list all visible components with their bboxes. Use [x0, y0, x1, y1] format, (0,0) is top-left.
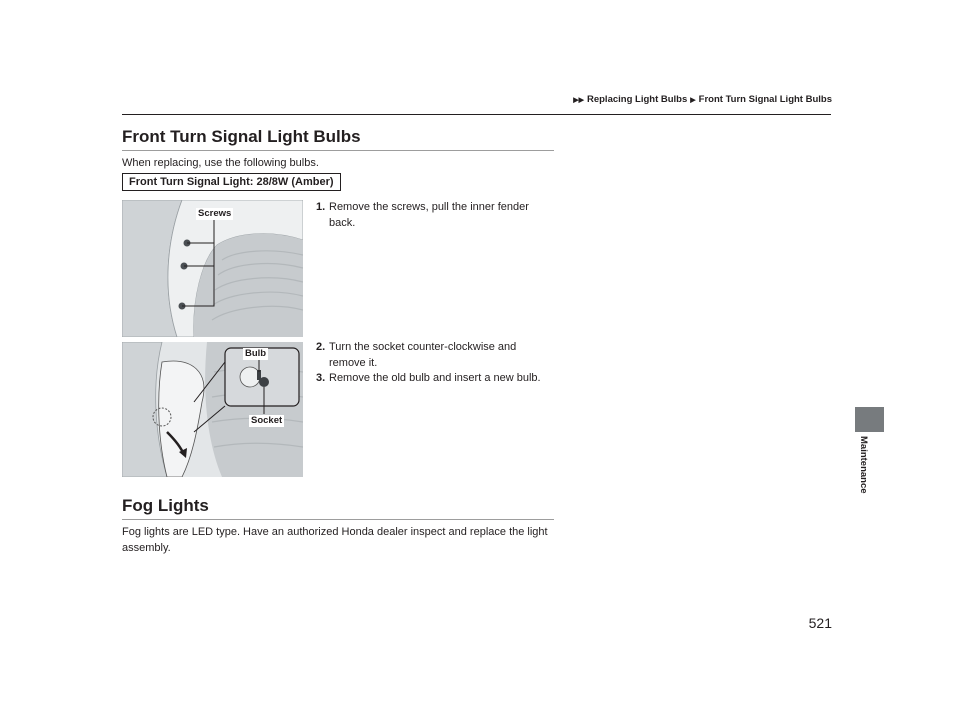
breadcrumb-current: Front Turn Signal Light Bulbs [698, 94, 832, 105]
step-3: 3. Remove the old bulb and insert a new bulb. [316, 372, 541, 384]
breadcrumb [573, 94, 832, 105]
intro-text: When replacing, use the following bulbs. [122, 157, 319, 169]
section-divider [122, 150, 554, 151]
socket-bulb-illustration [122, 342, 303, 477]
step-1: 1. Remove the screws, pull the inner fender back. [316, 201, 529, 229]
header-divider [122, 114, 831, 115]
fender-screws-illustration [122, 200, 303, 337]
section-divider [122, 519, 554, 520]
bulb-callout: Bulb [245, 348, 267, 359]
screws-callout: Screws [198, 208, 232, 219]
maintenance-tab-label: Maintenance [858, 436, 869, 494]
maintenance-tab-marker[interactable] [855, 407, 884, 432]
bulb-spec-box: Front Turn Signal Light: 28/8W (Amber) [122, 173, 341, 191]
section-title-fog-lights: Fog Lights [122, 496, 209, 515]
socket-callout: Socket [251, 415, 283, 426]
arrow-icon: ▶ [690, 96, 696, 104]
fog-lights-text: Fog lights are LED type. Have an authorized Honda dealer inspect and replace the light assembly. [122, 526, 548, 554]
double-arrow-icon: ▶▶ [573, 96, 584, 104]
breadcrumb-parent[interactable]: Replacing Light Bulbs [586, 94, 688, 105]
page-number: 521 [808, 615, 832, 631]
step-2: 2. Turn the socket counter-clockwise and remove it. [316, 341, 517, 369]
section-title-turn-signal: Front Turn Signal Light Bulbs [122, 127, 361, 146]
